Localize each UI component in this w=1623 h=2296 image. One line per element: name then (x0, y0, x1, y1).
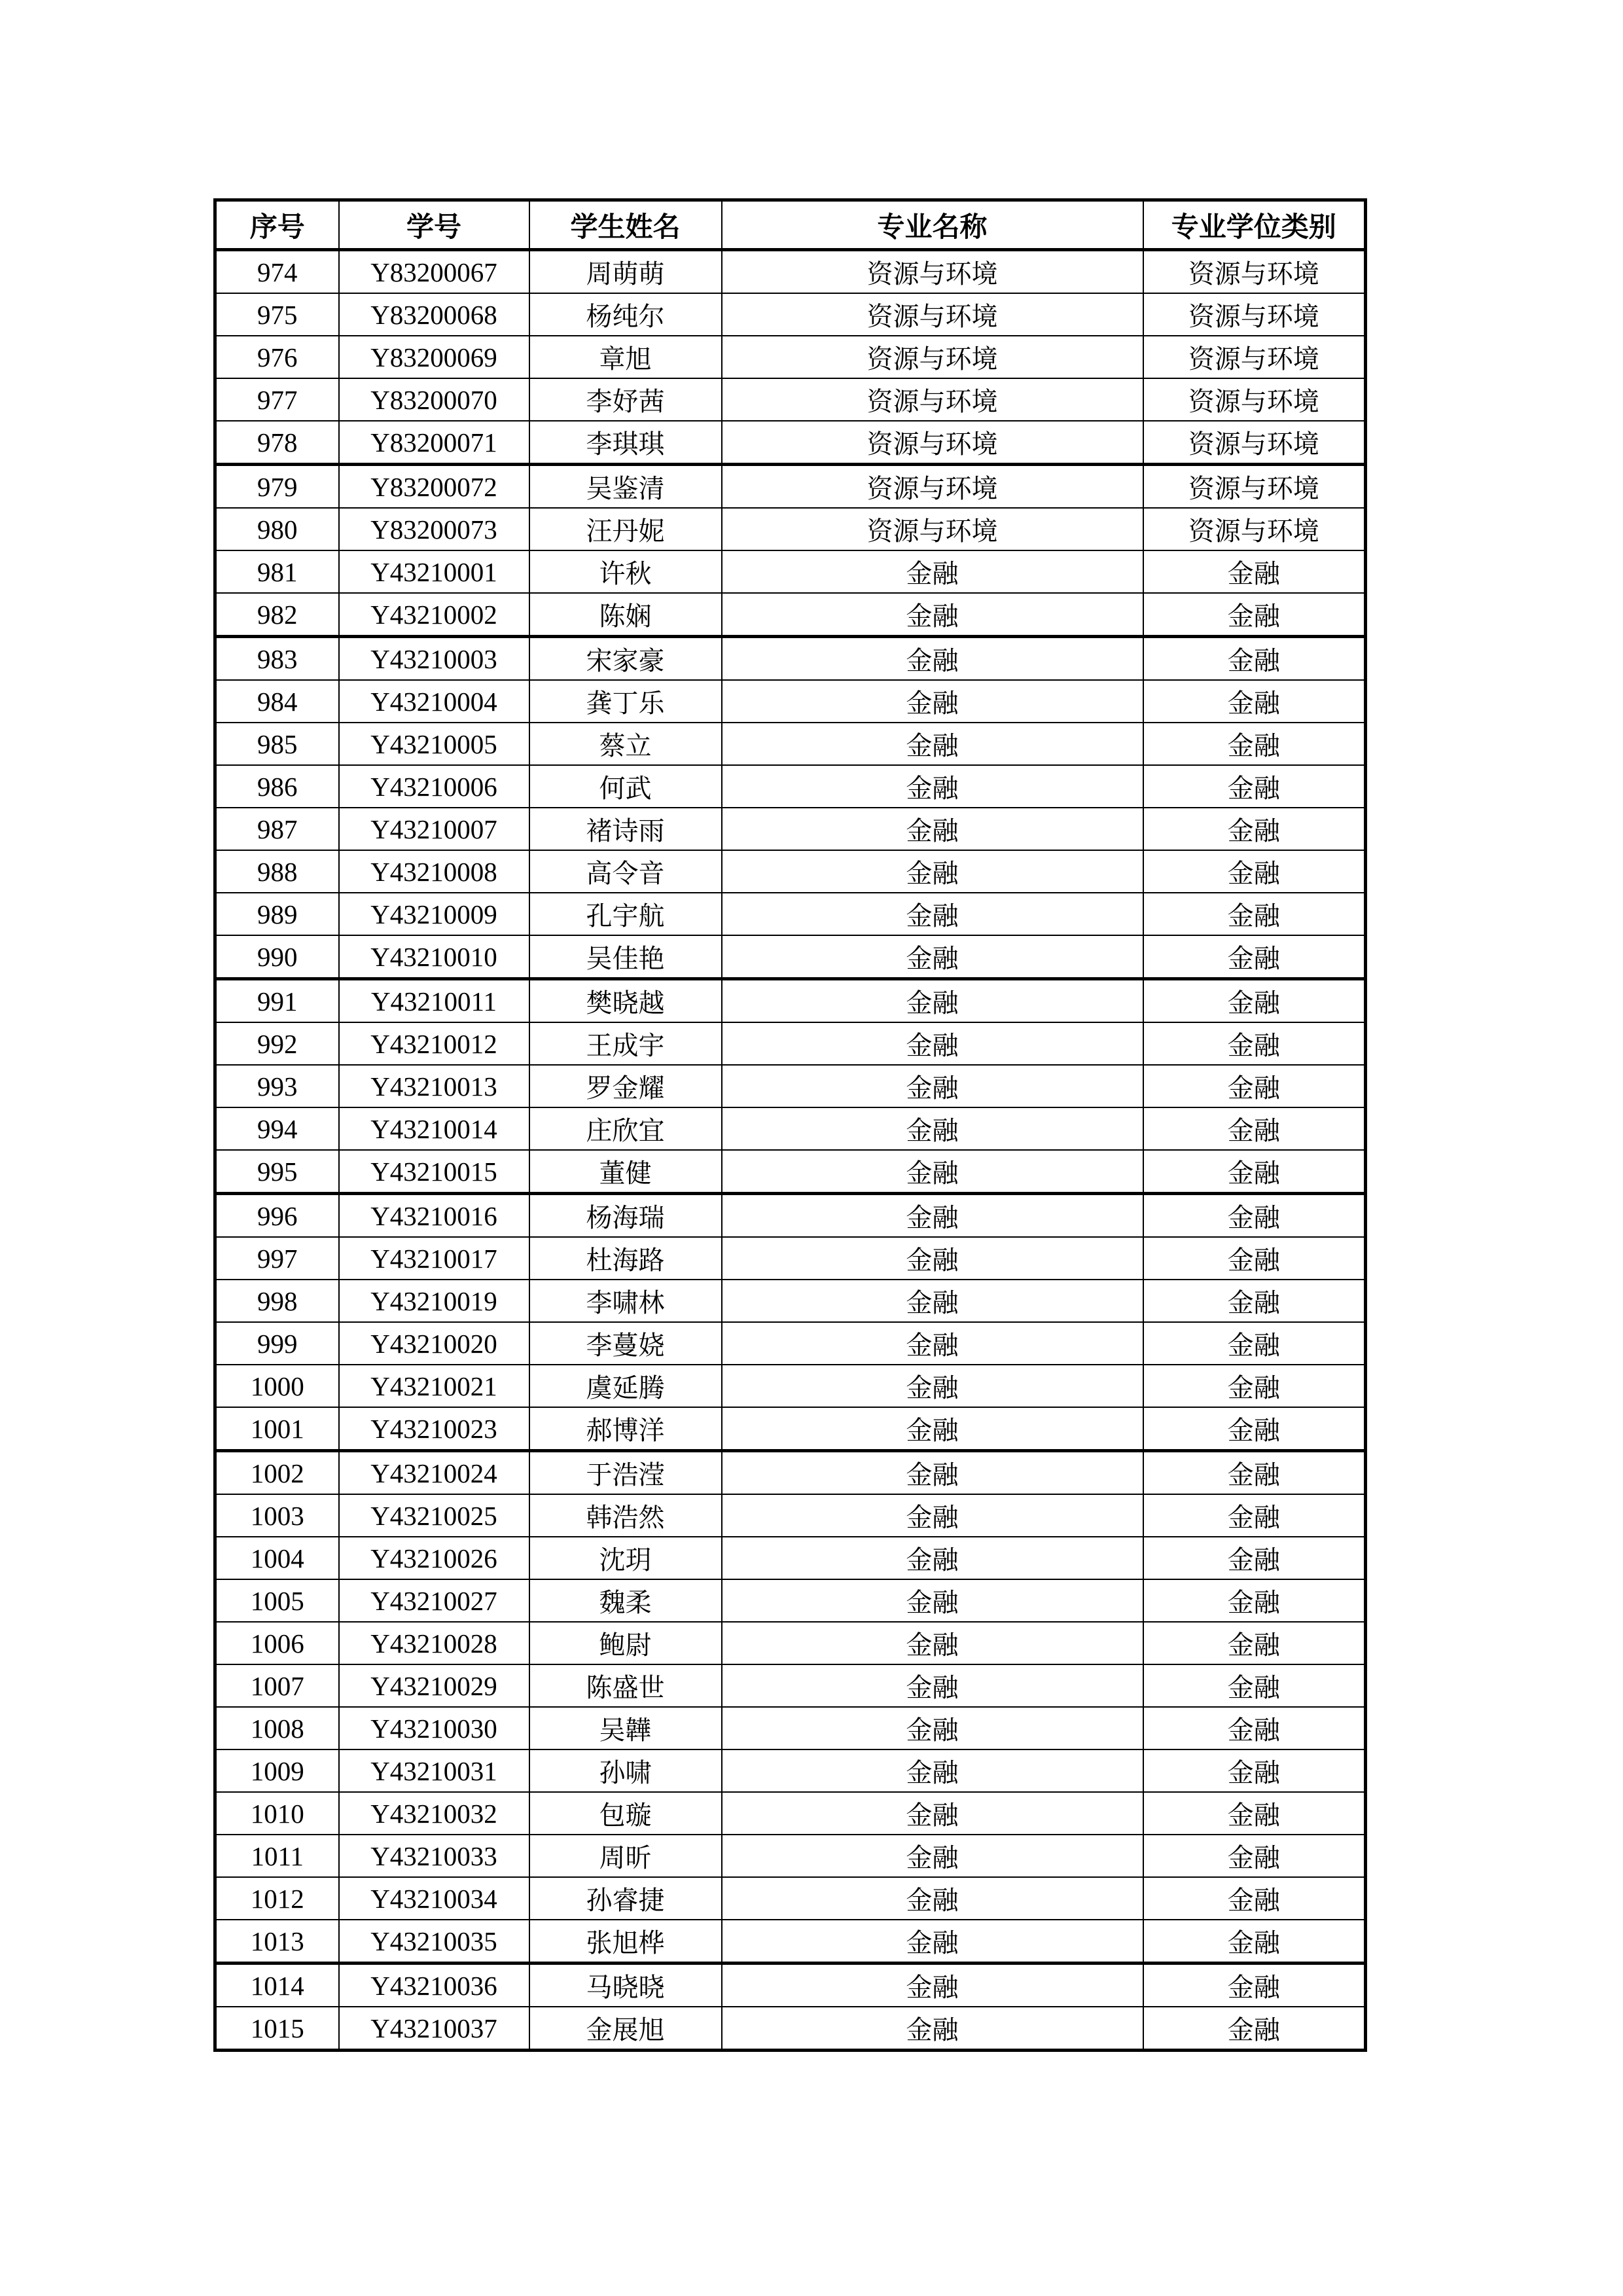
cell-student-id: Y43210002 (339, 593, 529, 637)
table-row (215, 765, 1366, 808)
cell-student-name: 杨海瑞 (529, 1194, 722, 1238)
cell-major-name: 资源与环境 (722, 378, 1143, 421)
table-row (215, 680, 1366, 723)
cell-student-id: Y43210013 (339, 1065, 529, 1107)
cell-student-id: Y43210031 (339, 1749, 529, 1792)
table-row (215, 1494, 1366, 1537)
cell-index: 991 (215, 979, 339, 1023)
cell-student-id: Y43210032 (339, 1792, 529, 1835)
cell-major-name: 金融 (722, 850, 1143, 893)
cell-student-name: 李琪琪 (529, 421, 722, 465)
cell-index: 1008 (215, 1707, 339, 1749)
cell-student-id: Y83200073 (339, 508, 529, 550)
cell-index: 974 (215, 250, 339, 294)
table-row (215, 808, 1366, 850)
cell-major-name: 资源与环境 (722, 250, 1143, 294)
table-row (215, 1749, 1366, 1792)
cell-degree-category: 资源与环境 (1143, 421, 1366, 465)
cell-student-name: 孙睿捷 (529, 1877, 722, 1920)
table-row (215, 723, 1366, 765)
table-row (215, 1451, 1366, 1495)
cell-major-name: 金融 (722, 1451, 1143, 1495)
cell-degree-category: 资源与环境 (1143, 250, 1366, 294)
table-header-row (215, 200, 1366, 250)
cell-major-name: 金融 (722, 637, 1143, 681)
cell-student-name: 周昕 (529, 1835, 722, 1877)
cell-student-name: 樊晓越 (529, 979, 722, 1023)
cell-major-name: 金融 (722, 1022, 1143, 1065)
cell-major-name: 金融 (722, 550, 1143, 593)
cell-degree-category: 金融 (1143, 1707, 1366, 1749)
cell-student-id: Y83200069 (339, 336, 529, 378)
cell-student-name: 何武 (529, 765, 722, 808)
cell-student-name: 汪丹妮 (529, 508, 722, 550)
cell-degree-category: 金融 (1143, 2007, 1366, 2051)
cell-major-name: 金融 (722, 1792, 1143, 1835)
table-row (215, 293, 1366, 336)
cell-student-name: 吴韡 (529, 1707, 722, 1749)
cell-student-id: Y43210009 (339, 893, 529, 935)
cell-major-name: 金融 (722, 1280, 1143, 1322)
cell-degree-category: 金融 (1143, 1664, 1366, 1707)
table-row (215, 935, 1366, 979)
cell-degree-category: 金融 (1143, 593, 1366, 637)
cell-index: 1005 (215, 1579, 339, 1622)
table-row (215, 593, 1366, 637)
cell-student-id: Y43210033 (339, 1835, 529, 1877)
cell-major-name: 金融 (722, 1749, 1143, 1792)
cell-major-name: 金融 (722, 1237, 1143, 1280)
cell-major-name: 金融 (722, 1664, 1143, 1707)
cell-student-name: 金展旭 (529, 2007, 722, 2051)
cell-student-name: 鲍尉 (529, 1622, 722, 1664)
cell-degree-category: 金融 (1143, 1622, 1366, 1664)
cell-student-name: 庄欣宜 (529, 1107, 722, 1150)
table-row (215, 637, 1366, 681)
cell-degree-category: 金融 (1143, 1835, 1366, 1877)
cell-major-name: 金融 (722, 935, 1143, 979)
table-row (215, 893, 1366, 935)
cell-degree-category: 金融 (1143, 1451, 1366, 1495)
cell-degree-category: 金融 (1143, 1877, 1366, 1920)
cell-major-name: 金融 (722, 593, 1143, 637)
table-row (215, 1622, 1366, 1664)
cell-student-name: 孙啸 (529, 1749, 722, 1792)
table-row (215, 1792, 1366, 1835)
cell-student-name: 吴鉴清 (529, 465, 722, 509)
column-header-major-name: 专业名称 (722, 200, 1143, 250)
cell-index: 1009 (215, 1749, 339, 1792)
cell-student-name: 于浩滢 (529, 1451, 722, 1495)
cell-degree-category: 金融 (1143, 637, 1366, 681)
cell-degree-category: 金融 (1143, 893, 1366, 935)
cell-student-name: 周萌萌 (529, 250, 722, 294)
table-row (215, 336, 1366, 378)
cell-student-id: Y43210017 (339, 1237, 529, 1280)
cell-degree-category: 金融 (1143, 1494, 1366, 1537)
cell-student-id: Y43210025 (339, 1494, 529, 1537)
cell-major-name: 金融 (722, 765, 1143, 808)
cell-student-id: Y83200068 (339, 293, 529, 336)
cell-degree-category: 资源与环境 (1143, 336, 1366, 378)
cell-student-id: Y43210026 (339, 1537, 529, 1579)
cell-major-name: 资源与环境 (722, 508, 1143, 550)
table-row (215, 378, 1366, 421)
cell-index: 976 (215, 336, 339, 378)
cell-degree-category: 金融 (1143, 1322, 1366, 1365)
cell-student-name: 章旭 (529, 336, 722, 378)
cell-student-id: Y43210006 (339, 765, 529, 808)
table-row (215, 1022, 1366, 1065)
cell-index: 975 (215, 293, 339, 336)
cell-degree-category: 金融 (1143, 1022, 1366, 1065)
cell-degree-category: 资源与环境 (1143, 465, 1366, 509)
table-row (215, 850, 1366, 893)
cell-degree-category: 金融 (1143, 1964, 1366, 2007)
cell-student-id: Y43210021 (339, 1365, 529, 1407)
cell-major-name: 金融 (722, 1107, 1143, 1150)
cell-student-name: 郝博洋 (529, 1407, 722, 1451)
cell-degree-category: 金融 (1143, 1107, 1366, 1150)
table-row (215, 1664, 1366, 1707)
cell-degree-category: 金融 (1143, 1237, 1366, 1280)
cell-student-id: Y43210035 (339, 1920, 529, 1964)
cell-degree-category: 金融 (1143, 1150, 1366, 1194)
cell-index: 989 (215, 893, 339, 935)
cell-degree-category: 资源与环境 (1143, 378, 1366, 421)
cell-student-name: 龚丁乐 (529, 680, 722, 723)
cell-student-id: Y43210030 (339, 1707, 529, 1749)
cell-student-id: Y43210016 (339, 1194, 529, 1238)
cell-student-id: Y43210034 (339, 1877, 529, 1920)
cell-index: 1015 (215, 2007, 339, 2051)
cell-degree-category: 金融 (1143, 979, 1366, 1023)
cell-degree-category: 资源与环境 (1143, 508, 1366, 550)
cell-index: 981 (215, 550, 339, 593)
cell-major-name: 金融 (722, 1322, 1143, 1365)
cell-major-name: 金融 (722, 2007, 1143, 2051)
table-row (215, 1920, 1366, 1964)
cell-student-name: 董健 (529, 1150, 722, 1194)
cell-index: 982 (215, 593, 339, 637)
cell-student-id: Y43210037 (339, 2007, 529, 2051)
cell-major-name: 金融 (722, 1622, 1143, 1664)
table-row (215, 1707, 1366, 1749)
cell-student-id: Y43210001 (339, 550, 529, 593)
cell-major-name: 金融 (722, 1877, 1143, 1920)
cell-index: 1007 (215, 1664, 339, 1707)
cell-student-name: 虞延腾 (529, 1365, 722, 1407)
table-row (215, 2007, 1366, 2051)
table-row (215, 1107, 1366, 1150)
table-row (215, 1579, 1366, 1622)
cell-student-id: Y43210012 (339, 1022, 529, 1065)
cell-student-name: 蔡立 (529, 723, 722, 765)
cell-major-name: 资源与环境 (722, 336, 1143, 378)
cell-index: 988 (215, 850, 339, 893)
cell-index: 977 (215, 378, 339, 421)
cell-student-name: 高令音 (529, 850, 722, 893)
cell-student-name: 杜海路 (529, 1237, 722, 1280)
cell-student-name: 魏柔 (529, 1579, 722, 1622)
cell-index: 996 (215, 1194, 339, 1238)
table-row (215, 1964, 1366, 2007)
cell-index: 995 (215, 1150, 339, 1194)
cell-index: 985 (215, 723, 339, 765)
cell-index: 993 (215, 1065, 339, 1107)
column-header-degree-category: 专业学位类别 (1143, 200, 1366, 250)
cell-student-name: 李妤茜 (529, 378, 722, 421)
cell-student-name: 孔宇航 (529, 893, 722, 935)
cell-student-id: Y43210014 (339, 1107, 529, 1150)
cell-student-id: Y43210015 (339, 1150, 529, 1194)
cell-student-name: 罗金耀 (529, 1065, 722, 1107)
cell-major-name: 资源与环境 (722, 465, 1143, 509)
student-roster-table (213, 198, 1367, 2052)
cell-degree-category: 金融 (1143, 1194, 1366, 1238)
cell-student-id: Y43210027 (339, 1579, 529, 1622)
cell-index: 992 (215, 1022, 339, 1065)
cell-index: 1006 (215, 1622, 339, 1664)
cell-index: 987 (215, 808, 339, 850)
cell-major-name: 金融 (722, 1065, 1143, 1107)
cell-major-name: 金融 (722, 1707, 1143, 1749)
table-row (215, 1322, 1366, 1365)
cell-student-name: 李啸林 (529, 1280, 722, 1322)
cell-degree-category: 金融 (1143, 680, 1366, 723)
cell-student-name: 包璇 (529, 1792, 722, 1835)
cell-degree-category: 资源与环境 (1143, 293, 1366, 336)
cell-index: 1014 (215, 1964, 339, 2007)
cell-major-name: 金融 (722, 1407, 1143, 1451)
cell-student-id: Y43210005 (339, 723, 529, 765)
column-header-student-id: 学号 (339, 200, 529, 250)
cell-degree-category: 金融 (1143, 723, 1366, 765)
cell-student-name: 褚诗雨 (529, 808, 722, 850)
table-row (215, 1537, 1366, 1579)
cell-major-name: 金融 (722, 1365, 1143, 1407)
cell-degree-category: 金融 (1143, 1579, 1366, 1622)
cell-student-id: Y43210008 (339, 850, 529, 893)
cell-degree-category: 金融 (1143, 1537, 1366, 1579)
cell-major-name: 金融 (722, 1920, 1143, 1964)
cell-major-name: 金融 (722, 1579, 1143, 1622)
cell-degree-category: 金融 (1143, 1920, 1366, 1964)
cell-degree-category: 金融 (1143, 765, 1366, 808)
table-row (215, 1280, 1366, 1322)
cell-major-name: 金融 (722, 893, 1143, 935)
cell-index: 984 (215, 680, 339, 723)
cell-student-id: Y43210011 (339, 979, 529, 1023)
cell-student-id: Y83200071 (339, 421, 529, 465)
cell-student-name: 许秋 (529, 550, 722, 593)
cell-student-id: Y43210029 (339, 1664, 529, 1707)
table-row (215, 1194, 1366, 1238)
cell-student-name: 杨纯尔 (529, 293, 722, 336)
cell-student-id: Y43210020 (339, 1322, 529, 1365)
table-row (215, 1877, 1366, 1920)
cell-major-name: 金融 (722, 1964, 1143, 2007)
cell-major-name: 金融 (722, 680, 1143, 723)
cell-degree-category: 金融 (1143, 1792, 1366, 1835)
table-row (215, 421, 1366, 465)
cell-degree-category: 金融 (1143, 935, 1366, 979)
cell-student-name: 陈娴 (529, 593, 722, 637)
table-row (215, 1237, 1366, 1280)
table-row (215, 1365, 1366, 1407)
cell-student-id: Y43210010 (339, 935, 529, 979)
cell-student-id: Y43210007 (339, 808, 529, 850)
table-row (215, 550, 1366, 593)
column-header-index: 序号 (215, 200, 339, 250)
cell-index: 1011 (215, 1835, 339, 1877)
cell-student-id: Y43210036 (339, 1964, 529, 2007)
cell-index: 999 (215, 1322, 339, 1365)
cell-student-id: Y43210024 (339, 1451, 529, 1495)
cell-major-name: 金融 (722, 808, 1143, 850)
table-row (215, 1407, 1366, 1451)
column-header-student-name: 学生姓名 (529, 200, 722, 250)
cell-index: 978 (215, 421, 339, 465)
table-row (215, 1065, 1366, 1107)
cell-major-name: 金融 (722, 723, 1143, 765)
cell-student-name: 王成宇 (529, 1022, 722, 1065)
cell-student-name: 李蔓娆 (529, 1322, 722, 1365)
cell-index: 994 (215, 1107, 339, 1150)
cell-index: 997 (215, 1237, 339, 1280)
cell-degree-category: 金融 (1143, 1280, 1366, 1322)
cell-index: 1002 (215, 1451, 339, 1495)
cell-student-name: 张旭桦 (529, 1920, 722, 1964)
table-row (215, 979, 1366, 1023)
cell-index: 1000 (215, 1365, 339, 1407)
cell-student-id: Y43210004 (339, 680, 529, 723)
cell-index: 979 (215, 465, 339, 509)
cell-degree-category: 金融 (1143, 1407, 1366, 1451)
cell-student-id: Y43210023 (339, 1407, 529, 1451)
cell-index: 1004 (215, 1537, 339, 1579)
cell-degree-category: 金融 (1143, 550, 1366, 593)
cell-degree-category: 金融 (1143, 1749, 1366, 1792)
cell-student-name: 吴佳艳 (529, 935, 722, 979)
table-row (215, 465, 1366, 509)
cell-index: 1001 (215, 1407, 339, 1451)
cell-student-name: 陈盛世 (529, 1664, 722, 1707)
cell-index: 990 (215, 935, 339, 979)
table-row (215, 508, 1366, 550)
cell-index: 983 (215, 637, 339, 681)
cell-student-name: 韩浩然 (529, 1494, 722, 1537)
cell-student-name: 马晓晓 (529, 1964, 722, 2007)
cell-student-name: 沈玥 (529, 1537, 722, 1579)
cell-student-id: Y43210003 (339, 637, 529, 681)
cell-student-id: Y83200072 (339, 465, 529, 509)
cell-degree-category: 金融 (1143, 1065, 1366, 1107)
cell-major-name: 金融 (722, 1537, 1143, 1579)
cell-major-name: 金融 (722, 1194, 1143, 1238)
cell-student-id: Y83200067 (339, 250, 529, 294)
cell-degree-category: 金融 (1143, 850, 1366, 893)
cell-student-id: Y83200070 (339, 378, 529, 421)
cell-index: 1013 (215, 1920, 339, 1964)
cell-index: 1012 (215, 1877, 339, 1920)
cell-student-id: Y43210019 (339, 1280, 529, 1322)
cell-index: 1003 (215, 1494, 339, 1537)
cell-degree-category: 金融 (1143, 808, 1366, 850)
cell-student-name: 宋家豪 (529, 637, 722, 681)
cell-major-name: 资源与环境 (722, 421, 1143, 465)
cell-major-name: 资源与环境 (722, 293, 1143, 336)
table-row (215, 1835, 1366, 1877)
cell-major-name: 金融 (722, 1150, 1143, 1194)
cell-major-name: 金融 (722, 979, 1143, 1023)
table-row (215, 1150, 1366, 1194)
cell-student-id: Y43210028 (339, 1622, 529, 1664)
cell-degree-category: 金融 (1143, 1365, 1366, 1407)
cell-major-name: 金融 (722, 1494, 1143, 1537)
table-row (215, 250, 1366, 294)
cell-index: 1010 (215, 1792, 339, 1835)
cell-major-name: 金融 (722, 1835, 1143, 1877)
cell-index: 998 (215, 1280, 339, 1322)
cell-index: 980 (215, 508, 339, 550)
cell-index: 986 (215, 765, 339, 808)
